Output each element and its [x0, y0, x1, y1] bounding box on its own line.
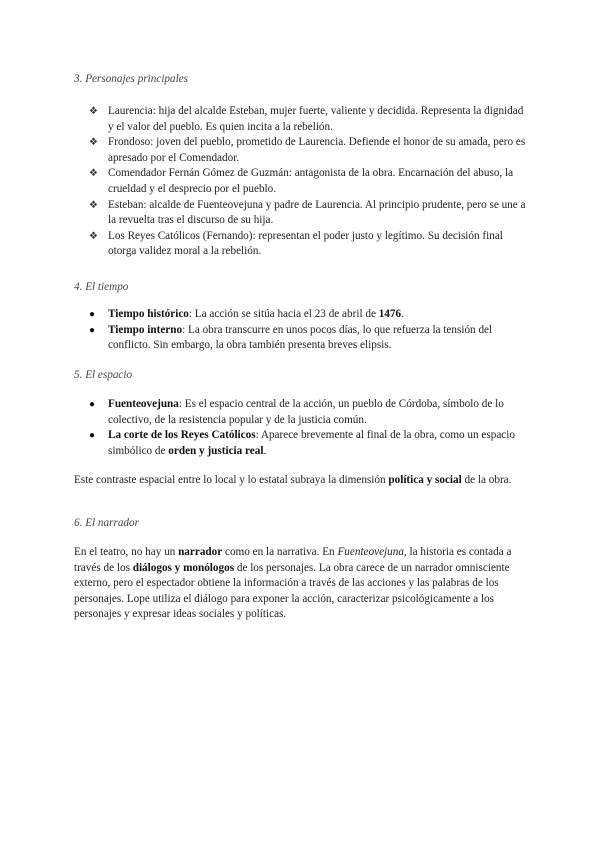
list-item-text: Comendador Fernán Gómez de Guzmán: antagonista de la obra. Encarnación del abuso, la crueldad y el desprecio por el pueblo.	[108, 167, 514, 195]
dot-bullet-icon: ●	[89, 399, 96, 410]
list-item	[74, 428, 530, 459]
diamond-bullet-icon: ❖	[89, 168, 98, 180]
list-item-text: Frondoso: joven del pueblo, prometido de Laurencia. Defiende el honor de su amada, pero es apresado por el Comendador.	[108, 136, 526, 164]
section-heading-personajes: 3. Personajes principales	[74, 73, 189, 85]
personajes-list	[74, 104, 530, 260]
diamond-bullet-icon: ❖	[89, 106, 98, 117]
paragraph-text: como en la narrativa. En	[222, 546, 338, 558]
list-item	[74, 229, 530, 260]
paragraph-text: Este contraste espacial entre lo local y lo estatal subraya la dimensión	[74, 474, 389, 486]
diamond-bullet-icon: ❖	[89, 137, 98, 149]
paragraph-text: , la historia es contada a través de los	[74, 546, 512, 574]
list-item-text: Laurencia: hija del alcalde Esteban, mujer fuerte, valiente y decidida. Representa la dignidad y el valor del pueblo. Es quien incita a la rebelión.	[108, 105, 524, 133]
emphasis-bold: orden y justicia real	[168, 444, 264, 457]
section-heading-espacio: 5. El espacio	[74, 369, 133, 381]
list-item	[74, 307, 530, 323]
dot-bullet-icon: ●	[89, 309, 96, 320]
narrador-paragraph	[74, 545, 530, 623]
list-item-text: : La obra transcurre en unos pocos días, lo que refuerza la tensión del conflicto. Sin embargo, la obra también presenta breves elipsis.	[108, 323, 493, 352]
emphasis-bold: diálogos y monólogos	[132, 561, 235, 574]
term-bold: Tiempo interno	[108, 323, 183, 336]
dot-bullet-icon: ●	[89, 324, 96, 336]
section-heading-tiempo: 4. El tiempo	[74, 281, 129, 293]
paragraph-text: de la obra.	[461, 474, 512, 486]
dot-bullet-icon: ●	[89, 430, 96, 442]
tiempo-list	[74, 307, 530, 354]
paragraph-text: de los personajes. La obra carece de un narrador omnisciente externo, pero el espectador obtiene la información a través de las acciones y las palabras de los personajes. Lope utiliza el diálogo para exponer la acción, caracterizar psicológicamente a los personajes y expresar ideas sociales y políticas.	[74, 561, 510, 621]
list-item-text: Los Reyes Católicos (Fernando): representan el poder justo y legítimo. Su decisión final otorga validez moral a la rebelión.	[108, 229, 503, 258]
list-item	[74, 198, 530, 229]
list-item-text: .	[263, 444, 267, 457]
espacio-paragraph	[74, 473, 511, 489]
list-item	[74, 135, 530, 166]
diamond-bullet-icon: ❖	[89, 230, 98, 242]
section-heading-narrador: 6. El narrador	[74, 517, 139, 529]
list-item-text: .	[401, 308, 404, 320]
list-item-text: : Aparece brevemente al final de la obra, como un espacio simbólico de	[108, 429, 515, 457]
emphasis-bold: política y social	[388, 474, 462, 486]
term-bold: La corte de los Reyes Católicos	[108, 429, 256, 442]
list-item	[74, 397, 530, 428]
list-item	[74, 323, 530, 354]
year-bold: 1476	[378, 308, 402, 320]
list-item	[74, 104, 530, 135]
list-item-text: Esteban: alcalde de Fuenteovejuna y padre de Laurencia. Al principio prudente, pero se une a la revuelta tras el discurso de su hija.	[108, 198, 526, 227]
list-item-text: : La acción se sitúa hacia el 23 de abril de	[188, 308, 379, 320]
term-bold: Fuenteovejuna	[108, 398, 179, 410]
emphasis-bold: narrador	[178, 546, 223, 558]
diamond-bullet-icon: ❖	[89, 199, 98, 211]
list-item	[74, 166, 530, 197]
term-bold: Tiempo histórico	[108, 308, 189, 320]
espacio-list	[74, 397, 530, 459]
list-item-text: : Es el espacio central de la acción, un pueblo de Córdoba, símbolo de lo colectivo, de la resistencia popular y de la justicia común.	[108, 398, 504, 426]
title-italic: Fuenteovejuna	[337, 546, 404, 558]
paragraph-text: En el teatro, no hay un	[74, 546, 179, 558]
